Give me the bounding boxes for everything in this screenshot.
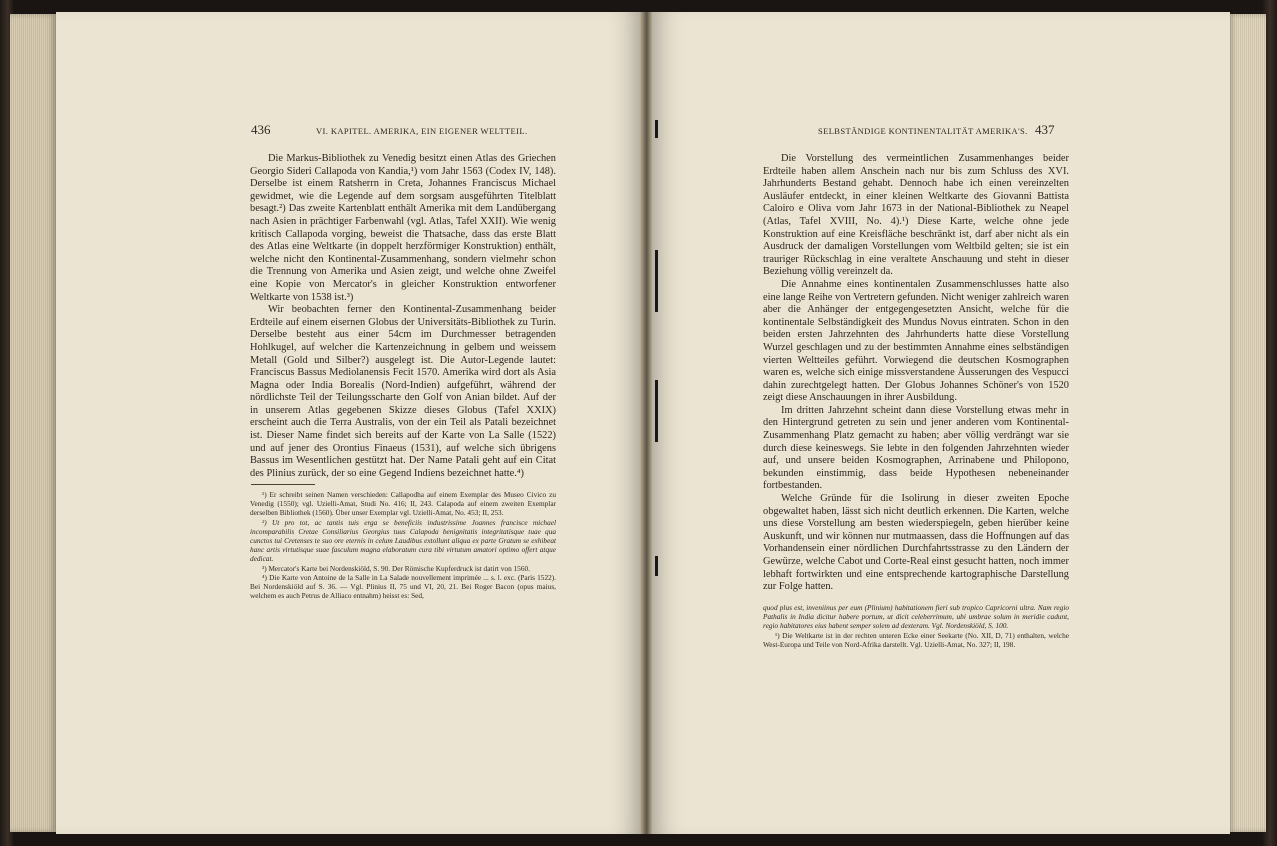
right-paragraph-2: Die Annahme eines kontinentalen Zusammenschlusses hatte also eine lange Reihe von Vertretern gefunden. Nicht weniger zahlreich waren aber die Anhänger der entgegengesetzten Ansicht, welche für die kontinentale Selbständigkeit des Mundus Novus eintraten. Schon in den beiden ersten Jahrzehnten des Jahrhunderts hatte diese Vorstellung Wurzel geschlagen und zu der bestimmten Annahme eines selbständigen vierten Weltteiles geführt. Vorwiegend die deutschen Kosmographen waren es, welche sich einige missverstandene Äusserungen des Vespucci dahin zurechtgelegt hatten. Der Globus Johannes Schöner's von 1520 zeigt diese Anschauungen in ihrer Ausbildung. bbox=[763, 278, 1069, 404]
left-running-head: VI. KAPITEL. AMERIKA, EIN EIGENER WELTTEIL. bbox=[316, 126, 528, 136]
left-paragraph-2: Wir beobachten ferner den Kontinental-Zusammenhang beider Erdteile auf einem eisernen Globus der Universitäts-Bibliothek zu Turin. Derselbe besteht aus einer 54cm im Durchmesser betragenden Hohlkugel, auf welcher die Kartenzeichnung in gelbem und weissem Metall (Gold und Silber?) ausgelegt ist. Die Autor-Legende lautet: Franciscus Bassus Mediolanensis Fecit 1570. Amerika wird dort als Asia Magna oder India Borealis (Nord-Indien) aufgeführt, während der nördlichste Teil der Teilungsscharte den Golf von Anian bildet. Auf der in unserem Atlas gegebenen Skizze dieses Globus (Tafel XXIX) erscheint auch die Terra Australis, von der ein Teil als Patali bezeichnet ist. Dieser Name findet sich bereits auf der Karte von La Salle (1522) und auf jener des Orontius Finaeus (1531), auf welche sich übrigens Bassus im Wesentlichen gestützt hat. Der Name Patali geht auf ein Citat des Plinius zurück, der so eine Gegend Indiens bezeichnet hatte.⁴) bbox=[250, 304, 556, 479]
margin-tab-mark bbox=[655, 250, 658, 312]
margin-tab-mark bbox=[655, 556, 658, 576]
left-footnote-3: ³) Mercator's Karte bei Nordenskiöld, S. 90. Der Römische Kupferdruck ist datirt von 1560. bbox=[262, 563, 530, 573]
right-footnote-1: ¹) Die Weltkarte ist in der rechten unteren Ecke einer Seekarte (No. XII, D, 71) enthalten, welche West-Europa und Teile von Nord-Afrika darstellt. Vgl. Uzielli-Amat, No. 327; II, 198. bbox=[763, 630, 1069, 649]
right-paragraph-1: Die Vorstellung des vermeintlichen Zusammenhanges beider Erdteile haben allem Anschein nach nur bis zum Schluss des XVI. Jahrhunderts Bestand gehabt. Dennoch habe ich einen vereinzelten Ausläufer entdeckt, in einer kleinen Weltkarte des Giovanni Battista Caloiro e Oliva vom Jahr 1673 in der National-Bibliothek zu Neapel (Atlas, Tafel XVIII, No. 4).¹) Diese Karte, welche ohne jede Konstruktion auf eine Kreisfläche beschränkt ist, darf aber nicht als ein Ausdruck der damaligen Vorstellungen vom Weltbild gelten; sie ist ein trauriger Rückschlag in eine veraltete Anschauung und steht in dieser Beziehung völlig vereinzelt da. bbox=[763, 153, 1069, 278]
margin-tab-mark bbox=[655, 120, 658, 138]
left-footnote-4: ⁴) Die Karte von Antoine de la Salle in La Salade nouvellement imprimée ... s. l. exc. (Paris 1522). Bei Nordenskiöld auf S. 36. — Vgl. Plinius II, 75 und VI, 20, 21. Bei Roger Bacon (opus maius, welchem es auch Petrus de Alliaco entnahm) heisst es: Sed, bbox=[250, 572, 556, 601]
left-footnote-rule bbox=[251, 484, 315, 485]
left-footnotes bbox=[250, 490, 556, 600]
right-footnotes bbox=[763, 603, 1069, 649]
book-page-edges-left bbox=[10, 14, 56, 832]
book-page-edges-right bbox=[1228, 14, 1266, 832]
left-footnote-2: ²) Ut pro tot, ac tantis tuis erga se beneficiis industrissime Joannes francisce michael incomparabilis Cretae Consiliarius Georgius tuus Calapoda benignitatis integritatisque tuae qua cunctos tui Cretenses te suo ore eternis in celum Laudibus extollunt aliqua ex parte Gratum se exhibeat hanc artis virtutisque suae fasculum magna elaboratum cura tibi virtutum amatori optimo offert atque dedicat. bbox=[250, 517, 556, 564]
right-paragraph-4: Welche Gründe für die Isolirung in dieser zweiten Epoche obgewaltet haben, lässt sich nicht deutlich erkennen. Die Karten, welche uns diese Vorstellung am besten wiederspiegeln, geben hierüber keine Auskunft, und wir können nur mutmaassen, dass die Hoffnungen auf das Vorhandensein einer nördlichen Durchfahrtsstrasse zu den Ländern der Gewürze, welche Cabot und Corte-Real einst gesucht hatten, noch immer lebhaft fortwirkten und eine entsprechende kartographische Darstellung zur Folge hatten. bbox=[763, 493, 1069, 593]
left-body-text bbox=[250, 153, 556, 480]
right-page-number: 437 bbox=[1035, 122, 1055, 137]
left-footnote-1: ¹) Er schreibt seinen Namen verschieden: Callapodha auf einem Exemplar des Museo Civico zu Venedig (1550); vgl. Uzielli-Amat, Studi No. 416; II, 243. Calapoda auf einem zweiten Exemplar derselben Bibliothek (1560). Über unser Exemplar vgl. Uzielli-Amat, No. 453; II, 253. bbox=[250, 490, 556, 518]
margin-tab-mark bbox=[655, 380, 658, 442]
right-running-head: SELBSTÄNDIGE KONTINENTALITÄT AMERIKA'S. bbox=[818, 126, 1028, 136]
right-paragraph-3: Im dritten Jahrzehnt scheint dann diese Vorstellung etwas mehr in den Hintergrund getreten zu sein und jener anderen vom Kontinental-Zusammenhang Platz gemacht zu haben; aber völlig verdrängt war sie durch diese keineswegs. Sie lebte in den folgenden Jahrzehnten wieder auf, und unsere beiden Kosmographen, Arrinabene und Philopono, bekunden einstimmig, dass beide Hypothesen nebeneinander fortbestanden. bbox=[763, 404, 1069, 492]
right-footnote-continuation: quod plus est, inveniinus per eum (Plinium) habitationem fieri sub tropico Capricorni ultra. Nam regio Pathalis in India dicitur habere portum, ut dicit celeberrimum, ubi umbrae solum in meridie cadunt, regio habitatores eius habent semper solem ad dexteram. Vgl. Nordenskiöld, S. 100. bbox=[763, 603, 1069, 631]
right-body-text bbox=[763, 153, 1069, 594]
left-paragraph-1: Die Markus-Bibliothek zu Venedig besitzt einen Atlas des Griechen Georgio Sideri Callapoda von Kandia,¹) vom Jahr 1563 (Codex IV, 148). Derselbe ist einem Ratsherrn in Creta, Johannes Franciscus Michael gewidmet, wie die Legende auf dem sorgsam ausgeführten Titelblatt besagt.²) Das zweite Kartenblatt enthält Amerika mit dem Landübergang nach Asien in prächtiger Farbenwahl (vgl. Atlas, Tafel XXII). Wie wenig kritisch Callapoda vorging, beweist die Thatsache, dass das erste Blatt des Atlas eine Weltkarte (in doppelt herzförmiger Konstruktion) enthält, welche nicht den Kontinental-Zusammenhang, sondern vielmehr schon die Trennung von Amerika und Asien zeigt, und welche ohne Zweifel eine Kopie von Mercator's in gleicher Konstruktion entworfener Weltkarte von 1538 ist.³) bbox=[250, 153, 556, 303]
book-gutter bbox=[640, 12, 652, 834]
left-page-number: 436 bbox=[251, 122, 271, 137]
